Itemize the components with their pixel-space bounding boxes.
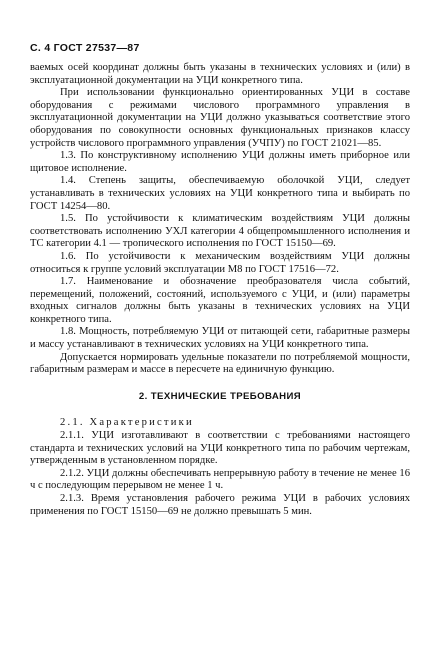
paragraph-1-5: 1.5. По устойчивости к климатическим воздействиям УЦИ должны соответствовать исполнению УХЛ категории 4 общепромышленного исполнения и ТС категории 4.1 — тропического исполнения по ГОСТ 15150—69. [30, 213, 410, 250]
paragraph-uchpu: При использовании функционально ориентированных УЦИ в составе оборудования с режимами числового программного управления в эксплуатационной документации на УЦИ должно указываться соответствие этого оборудования по совокупности основных функциональных признаков классу устройств числового программного управления (УЧПУ) по ГОСТ 21021—85. [30, 87, 410, 149]
paragraph-specific-indicators: Допускается нормировать удельные показатели по потребляемой мощности, габаритным размерам и массе в пересчете на единичную функцию. [30, 351, 410, 376]
paragraph-continuation: ваемых осей координат должны быть указаны в технических условиях и (или) в эксплуатационной документации на УЦИ конкретного типа. [30, 62, 410, 86]
paragraph-2-1-3: 2.1.3. Время установления рабочего режима УЦИ в рабочих условиях применения по ГОСТ 15150—69 не должно превышать 5 мин. [30, 493, 410, 517]
paragraph-1-3: 1.3. По конструктивному исполнению УЦИ должны иметь приборное или щитовое исполнение. [30, 150, 410, 174]
paragraph-1-8: 1.8. Мощность, потребляемую УЦИ от питающей сети, габаритные размеры и массу устанавливают в технических условиях на УЦИ конкретного типа. [30, 326, 410, 351]
paragraph-1-4: 1.4. Степень защиты, обеспечиваемую оболочкой УЦИ, следует устанавливать в технических условиях на УЦИ конкретного типа и выбирать по ГОСТ 14254—80. [30, 175, 410, 212]
paragraph-2-1-1: 2.1.1. УЦИ изготавливают в соответствии с требованиями настоящего стандарта и технических условий на УЦИ конкретного типа по рабочим чертежам, утвержденным в установленном порядке. [30, 430, 410, 467]
paragraph-1-7: 1.7. Наименование и обозначение преобразователя числа событий, перемещений, положений, состояний, используемого с УЦИ, и (или) параметры входных сигналов должны быть указаны в технических условиях на УЦИ конкретного типа. [30, 276, 410, 325]
paragraph-2-1-2: 2.1.2. УЦИ должны обеспечивать непрерывную работу в течение не менее 16 ч с последующим перерывом не менее 1 ч. [30, 467, 410, 492]
section-heading: 2. ТЕХНИЧЕСКИЕ ТРЕБОВАНИЯ [138, 390, 302, 402]
subsection-heading: 2.1. Характеристики [60, 417, 194, 429]
paragraph-1-6: 1.6. По устойчивости к механическим воздействиям УЦИ должны относиться к группе условий эксплуатации М8 по ГОСТ 17516—72. [30, 250, 410, 275]
running-head: С. 4 ГОСТ 27537—87 [30, 42, 140, 54]
document-body [30, 62, 410, 518]
